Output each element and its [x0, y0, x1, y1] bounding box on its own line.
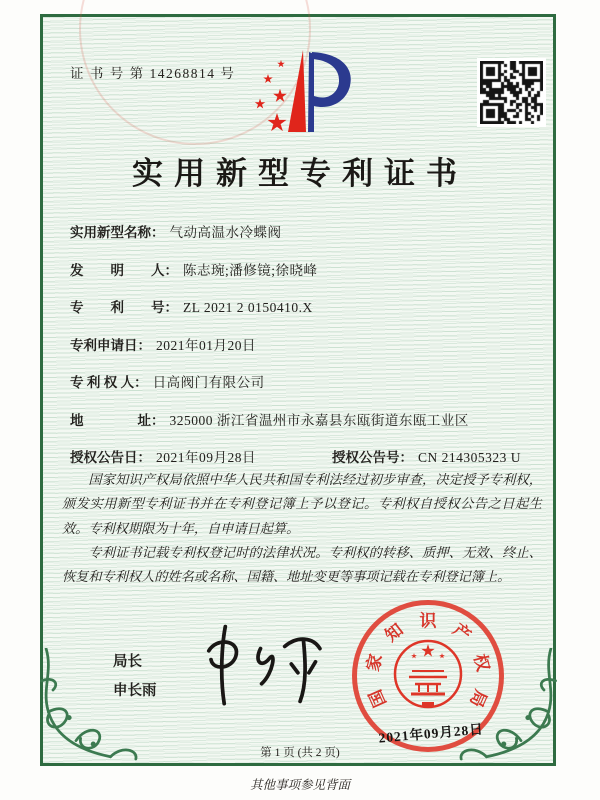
seal-arc-char: 家 [363, 652, 386, 674]
field-value: 气动高温水冷蝶阀 [169, 225, 282, 240]
field-rows [70, 222, 546, 485]
grant-number [332, 447, 521, 469]
field-label: 实用新型名称： [70, 225, 165, 240]
page-number: 第 1 页 (共 2 页) [260, 747, 340, 759]
certificate-title: 实用新型专利证书 [132, 156, 468, 191]
seal-arc-char: 权 [470, 652, 493, 674]
seal-arc-char: 识 [419, 611, 437, 631]
seal-arc-char: 产 [449, 619, 475, 646]
legal-paragraph-1: 国家知识产权局依照中华人民共和国专利法经过初步审查，决定授予专利权，颁发实用新型专利证书并在专利登记簿上予以登记。专利权自授权公告之日起生效。专利权期限为十年，自申请日起算。 [62, 472, 542, 536]
grant-date [70, 447, 332, 469]
certificate-number: 证 书 号 第 14268814 号 [70, 66, 236, 81]
field-value: 2021年09月28日 [156, 450, 256, 465]
commissioner-name: 申长雨 [113, 683, 157, 699]
field-row-filing-date [70, 335, 546, 357]
field-row-grant [70, 447, 546, 469]
seal-arc-char: 局 [466, 686, 491, 710]
field-label: 专利申请日： [70, 337, 151, 353]
field-row-name [70, 222, 546, 244]
seal-date: 2021年09月28日 [377, 721, 485, 746]
cnipa-logo-icon [246, 44, 358, 147]
handwritten-signature-icon [188, 620, 333, 713]
back-side-note: 其他事项参见背面 [249, 778, 350, 792]
qr-code-container [477, 58, 546, 127]
field-label: 发 明 人： [70, 262, 178, 278]
seal-arc-char: 知 [381, 619, 407, 646]
field-row-patent-number [70, 297, 546, 319]
field-value: 325000 浙江省温州市永嘉县东瓯街道东瓯工业区 [169, 412, 469, 428]
field-value: 2021年01月20日 [156, 337, 256, 353]
field-row-address [70, 410, 546, 432]
field-value: CN 214305323 U [418, 450, 522, 465]
seal-arc-char: 国 [365, 686, 390, 710]
field-label: 专 利 权 人： [70, 375, 148, 390]
field-row-inventors [70, 260, 546, 282]
field-value: ZL 2021 2 0150410.X [183, 300, 313, 315]
field-value: 日高阀门有限公司 [152, 375, 265, 390]
field-label: 授权公告日： [70, 450, 151, 465]
field-label: 地 址： [70, 412, 165, 428]
field-row-patentee [70, 372, 546, 394]
legal-paragraph-2: 专利证书记载专利权登记时的法律状况。专利权的转移、质押、无效、终止、恢复和专利权人的姓名或名称、国籍、地址变更等事项记载在专利登记簿上。 [62, 544, 542, 585]
field-value: 陈志琬;潘修镜;徐晓峰 [183, 262, 318, 278]
legal-text [62, 468, 542, 589]
field-label: 授权公告号： [332, 450, 413, 465]
commissioner-title: 局长 [113, 654, 142, 670]
field-label: 专 利 号： [70, 300, 178, 315]
qr-code [480, 61, 543, 124]
